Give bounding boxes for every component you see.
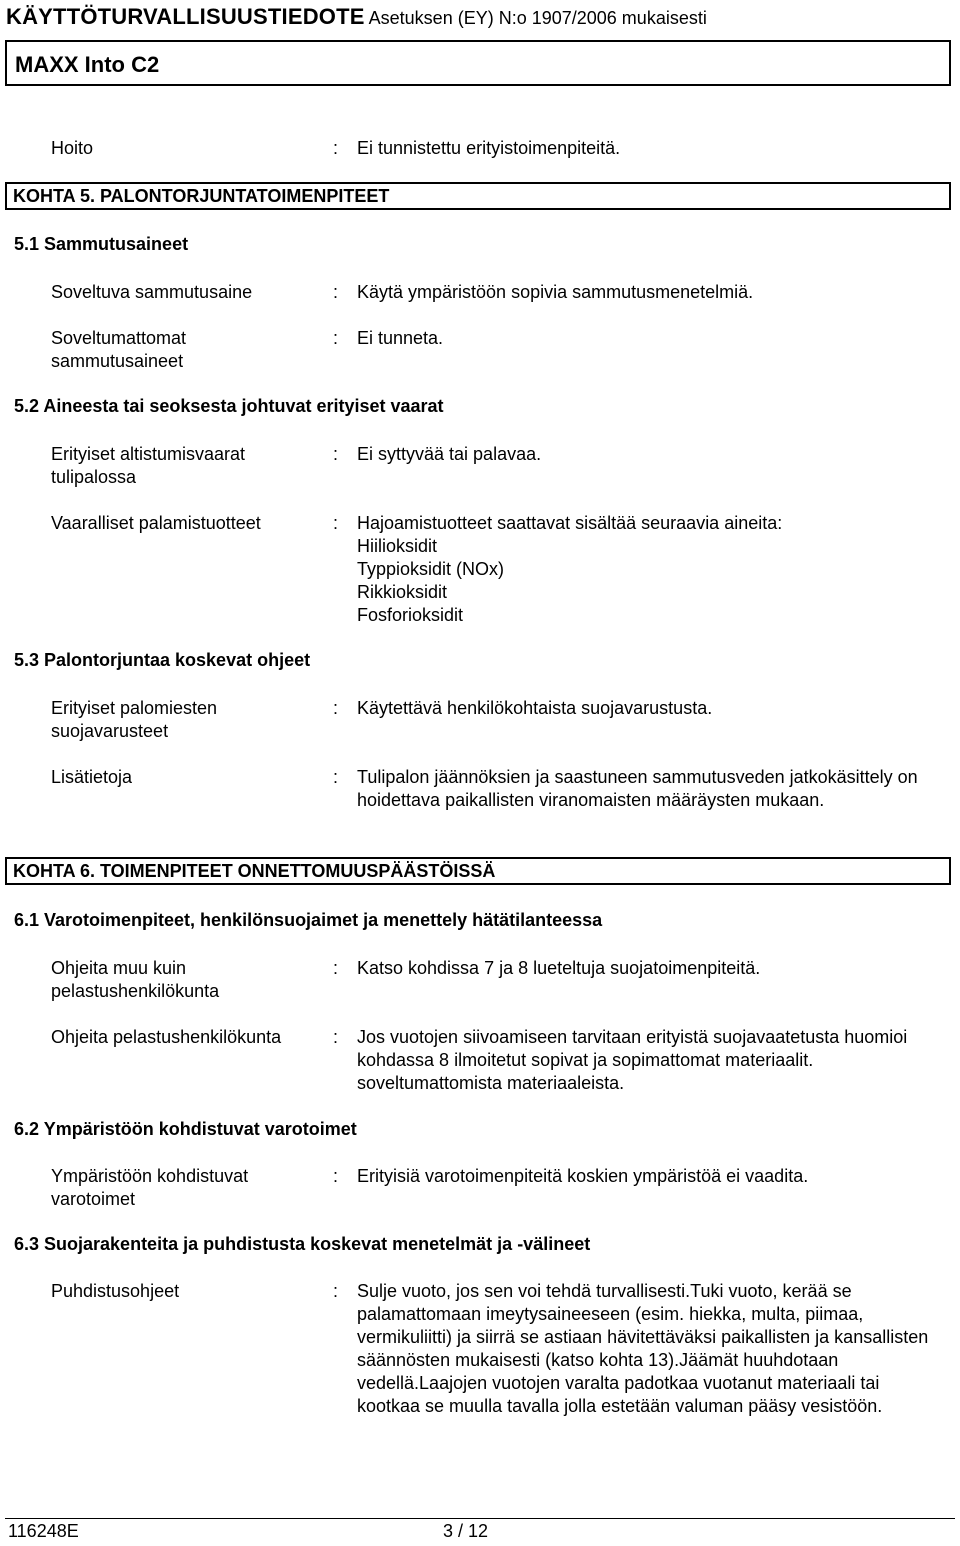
colon: : [333,1166,339,1186]
treatment-label: Hoito [51,138,94,158]
colon: : [333,1281,339,1301]
combustion-product-item: Hiilioksidit [357,536,438,556]
document-header [6,4,707,30]
firefighter-ppe-value: Käytettävä henkilökohtaista suojavarustusta. [357,698,713,718]
firefighter-ppe-label: Erityiset palomiesten suojavarusteet [51,698,218,741]
colon: : [333,767,339,787]
colon: : [333,698,339,718]
subsection-6-3-title: 6.3 Suojarakenteita ja puhdistusta koskevat menetelmät ja -välineet [14,1234,591,1254]
subsection-6-2-title: 6.2 Ympäristöön kohdistuvat varotoimet [14,1119,357,1139]
section-5-title: KOHTA 5. PALONTORJUNTATOIMENPITEET [13,186,390,206]
section-5-header [5,182,951,210]
cleanup-instructions-label: Puhdistusohjeet [51,1281,180,1301]
combustion-products-intro: Hajoamistuotteet saattavat sisältää seuraavia aineita: [357,513,783,533]
fire-hazards-value: Ei syttyvää tai palavaa. [357,444,542,464]
unsuitable-media-value: Ei tunneta. [357,328,444,348]
colon: : [333,513,339,533]
section-6-header [5,857,951,885]
emergency-responders-value: Jos vuotojen siivoamiseen tarvitaan erityistä suojavaatetusta huomioi kohdassa 8 ilmoitetut sopivat ja sopimattomat materiaalit. soveltumattomista materiaaleista. [357,1027,908,1093]
colon: : [333,328,339,348]
subsection-6-1-title: 6.1 Varotoimenpiteet, henkilönsuojaimet ja menettely hätätilanteessa [14,910,603,930]
product-name: MAXX Into C2 [15,52,160,77]
footer-document-id: 116248E [8,1521,79,1541]
non-emergency-value: Katso kohdissa 7 ja 8 lueteltuja suojatoimenpiteitä. [357,958,761,978]
emergency-responders-label: Ohjeita pelastushenkilökunta [51,1027,282,1047]
colon: : [333,444,339,464]
footer-page-number: 3 / 12 [443,1521,489,1541]
colon: : [333,958,339,978]
subsection-5-3-title: 5.3 Palontorjuntaa koskevat ohjeet [14,650,311,670]
regulation-text: Asetuksen (EY) N:o 1907/2006 mukaisesti [368,8,707,28]
section-6-title: KOHTA 6. TOIMENPITEET ONNETTOMUUSPÄÄSTÖISSÄ [13,861,496,881]
combustion-products-label: Vaaralliset palamistuotteet [51,513,261,533]
subsection-5-1-title: 5.1 Sammutusaineet [14,234,189,254]
environmental-precautions-label: Ympäristöön kohdistuvat varotoimet [51,1166,249,1209]
product-name-box [5,40,951,86]
combustion-product-item: Typpioksidit (NOx) [357,559,505,579]
combustion-product-item: Rikkioksidit [357,582,448,602]
colon: : [333,138,339,158]
suitable-media-label: Soveltuva sammutusaine [51,282,253,302]
treatment-value: Ei tunnistettu erityistoimenpiteitä. [357,138,621,158]
additional-info-value: Tulipalon jäännöksien ja saastuneen sammutusveden jatkokäsittely on hoidettava paikallisten viranomaisten määräysten mukaan. [357,767,918,810]
subsection-5-2-title: 5.2 Aineesta tai seoksesta johtuvat erityiset vaarat [14,396,444,416]
combustion-product-item: Fosforioksidit [357,605,464,625]
cleanup-instructions-value: Sulje vuoto, jos sen voi tehdä turvallisesti.Tuki vuoto, kerää se palamattomaan imeytysaineeseen (esim. hiekka, multa, piimaa, vermikuliitti) ja siirrä se astiaan hävitettäväksi paikallisten ja kansallisten säännösten mukaisesti (katso kohta 13).Jäämät huuhdotaan vedellä.Laajojen vuotojen varalta padotkaa vuotanut materiaali tai kootkaa se muulla tavalla jolla estetään valuman pääsy vesistöön. [357,1281,929,1416]
environmental-precautions-value: Erityisiä varotoimenpiteitä koskien ympäristöä ei vaadita. [357,1166,809,1186]
non-emergency-label: Ohjeita muu kuin pelastushenkilökunta [51,958,220,1001]
additional-info-label: Lisätietoja [51,767,133,787]
unsuitable-media-label: Soveltumattomat sammutusaineet [51,328,187,371]
colon: : [333,282,339,302]
combustion-products-value [357,512,952,627]
colon: : [333,1027,339,1047]
footer-divider [5,1518,955,1519]
suitable-media-value: Käytä ympäristöön sopivia sammutusmenetelmiä. [357,282,754,302]
fire-hazards-label: Erityiset altistumisvaarat tulipalossa [51,444,246,487]
document-title: KÄYTTÖTURVALLISUUSTIEDOTE [6,4,365,29]
